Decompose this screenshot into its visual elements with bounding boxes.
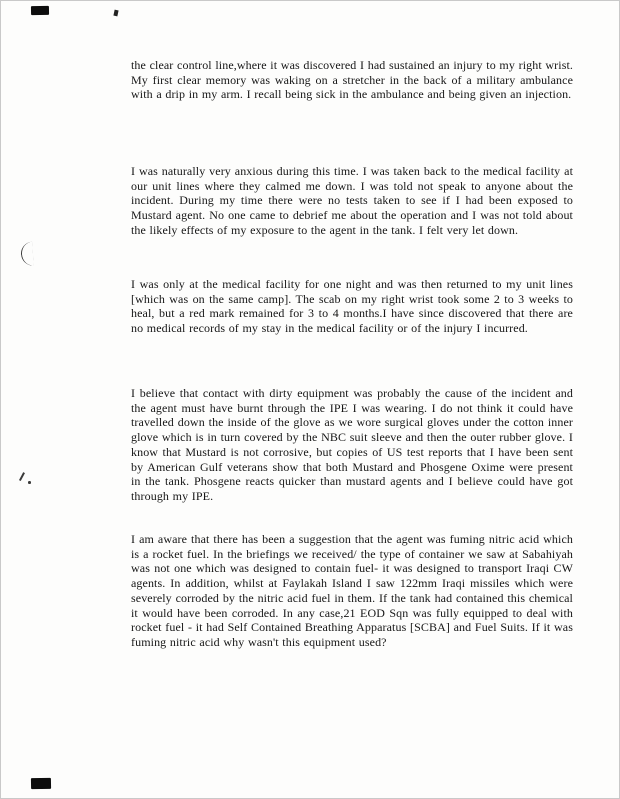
paragraph-no-records: I was only at the medical facility for one night and was then returned to my unit lines [which was on the same camp]. The scab on my right wrist took some 2 to 3 weeks to heal, but a red mark remained for 3 to 4 months.I have since discovered that there are no medical records of my stay in the medical facility or of the injury I incurred. — [131, 277, 573, 336]
paragraph-dirty-equipment: I believe that contact with dirty equipment was probably the cause of the incident and the agent must have burnt through the IPE I was wearing. I do not think it could have travelled down the inside of the glove as we wore surgical gloves under the cotton inner glove which is in turn covered by the NBC suit sleeve and then the outer rubber glove. I know that Mustard is not corrosive, but copies of US test reports that I have been sent by American Gulf veterans show that both Mustard and Phosgene Oxime were present in the tank. Phosgene reacts quicker than mustard agents and I believe could have got through my IPE. — [131, 386, 573, 503]
scan-artifact-bottom-left — [31, 778, 51, 789]
pen-mark-dot — [28, 481, 31, 484]
scan-artifact-top-left — [31, 6, 49, 15]
paragraph-medical-facility: I was naturally very anxious during this time. I was taken back to the medical facility at our unit lines where they calmed me down. I was told not speak to anyone about the incident. During my time there were no tests taken to see if I had been exposed to Mustard agent. No one came to debrief me about the operation and I was not told about the likely effects of my exposure to the agent in the tank. I felt very let down. — [131, 164, 573, 237]
paragraph-nitric-acid: I am aware that there has been a suggestion that the agent was fuming nitric acid which is a rocket fuel. In the briefings we received/ the type of container we saw at Sabahiyah was not one which was designed to contain fuel- it was designed to transport Iraqi CW agents. In addition, whilst at Faylakah Island I saw 122mm Iraqi missiles which were severely corroded by the nitric acid fuel in them. If the tank had contained this chemical it would have been corroded. In any case,21 EOD Sqn was fully equipped to deal with rocket fuel - it had Self Contained Breathing Apparatus [SCBA] and Fuel Suits. If it was fuming nitric acid why wasn't this equipment used? — [131, 532, 573, 649]
pen-mark-slash — [19, 472, 25, 481]
paragraph-injury-memory: the clear control line,where it was discovered I had sustained an injury to my right wrist. My first clear memory was waking on a stretcher in the back of a military ambulance with a drip in my arm. I recall being sick in the ambulance and being given an injection. — [131, 58, 573, 102]
scan-speck-top — [113, 10, 118, 17]
pen-mark-parenthesis — [20, 242, 34, 267]
